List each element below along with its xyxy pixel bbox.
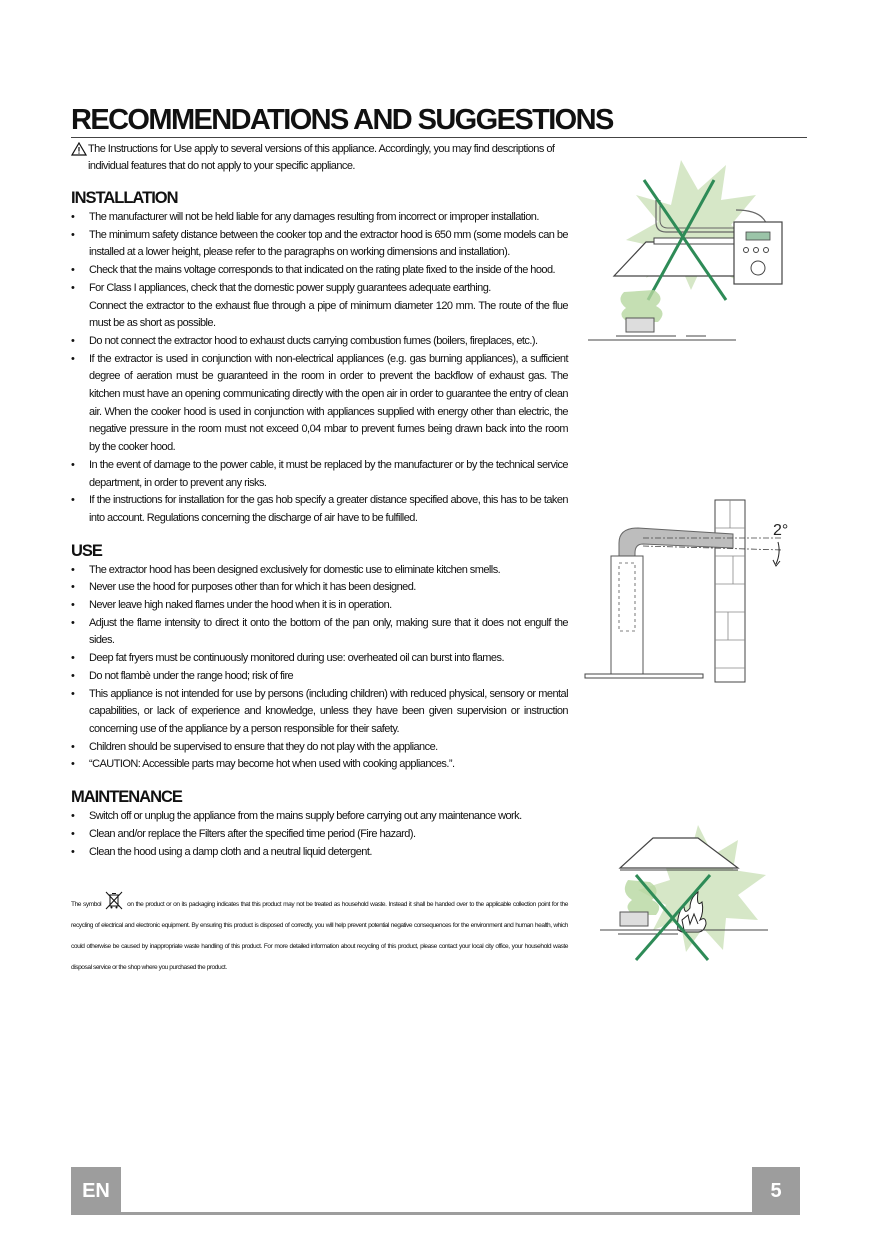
list-item: • Children should be supervised to ensure that they do not play with the appliance. xyxy=(71,739,568,757)
footer-rule xyxy=(121,1212,752,1215)
title-divider xyxy=(71,137,807,138)
maintenance-heading: MAINTENANCE xyxy=(71,788,182,807)
weee-text-before: The symbol xyxy=(71,901,102,908)
list-item: • This appliance is not intended for use by persons (including children) with reduced physical, sensory or mental capabilities, or lack of experience and knowledge, unless they have been given supervision or instruction concerning use of the appliance by a person responsible for their safety. xyxy=(71,686,568,739)
list-item: • Do not flambè under the range hood; risk of fire xyxy=(71,668,568,686)
no-flambe-figure xyxy=(598,820,773,965)
list-item: • Never use the hood for purposes other than for which it has been designed. xyxy=(71,579,568,597)
list-item: • Do not connect the extractor hood to exhaust ducts carrying combustion fumes (boilers, fireplaces, etc.). xyxy=(71,333,568,351)
installation-list xyxy=(71,209,568,528)
list-item: • The manufacturer will not be held liable for any damages resulting from incorrect or improper installation. xyxy=(71,209,568,227)
angle-label: 2° xyxy=(773,522,789,539)
list-item: • Check that the mains voltage corresponds to that indicated on the rating plate fixed to the inside of the hood. xyxy=(71,262,568,280)
list-item: • The extractor hood has been designed exclusively for domestic use to eliminate kitchen smells. xyxy=(71,562,568,580)
list-item: • If the instructions for installation for the gas hob specify a greater distance specified above, this has to be taken into account. Regulations concerning the discharge of air have to be fulfilled. xyxy=(71,492,568,527)
intro-note-text: The Instructions for Use apply to several versions of this appliance. Accordingly, you may find descriptions of individual features that do not apply to your specific appliance. xyxy=(88,143,555,172)
list-item: • If the extractor is used in conjunction with non-electrical appliances (e.g. gas burning appliances), a sufficient degree of aeration must be guaranteed in the room in order to prevent the backflow of exhaust gas. The kitchen must have an opening communicating directly with the open air in order to guarantee the entry of clean air. When the cooker hood is used in conjunction with appliances supplied with energy other than electric, the negative pressure in the room must not exceed 0,04 mbar to prevent fumes being drawn back into the room by the cooker hood. xyxy=(71,351,568,457)
weee-disposal-notice xyxy=(71,889,568,978)
hood-control-panel-figure xyxy=(586,150,806,345)
list-item: • “CAUTION: Accessible parts may become hot when used with cooking appliances.”. xyxy=(71,756,568,774)
list-item: • Deep fat fryers must be continuously monitored during use: overheated oil can burst into flames. xyxy=(71,650,568,668)
warning-icon xyxy=(71,142,87,156)
list-item: • Never leave high naked flames under the hood when it is in operation. xyxy=(71,597,568,615)
list-item: • Adjust the flame intensity to direct it onto the bottom of the pan only, making sure that it does not engulf the sides. xyxy=(71,615,568,650)
duct-slope-figure xyxy=(583,498,798,688)
language-tab: EN xyxy=(71,1167,121,1215)
list-item-subtext: Connect the extractor to the exhaust flue through a pipe of minimum diameter 120 mm. The route of the flue must be as short as possible. xyxy=(89,299,568,330)
intro-note xyxy=(71,141,568,175)
list-item: • Switch off or unplug the appliance from the mains supply before carrying out any maintenance work. xyxy=(71,808,568,826)
list-item xyxy=(71,280,568,333)
list-item: • In the event of damage to the power cable, it must be replaced by the manufacturer or by the technical service department, in order to prevent any risks. xyxy=(71,457,568,492)
list-item: • The minimum safety distance between the cooker top and the extractor hood is 650 mm (some models can be installed at a lower height, please refer to the paragraphs on working dimensions and installation). xyxy=(71,227,568,262)
page-number: 5 xyxy=(752,1167,800,1215)
list-item-text: For Class I appliances, check that the domestic power supply guarantees adequate earthing. xyxy=(89,281,491,294)
weee-text-after: on the product or on its packaging indicates that this product may not be treated as household waste. Instead it shall be handed over to the applicable collection point for the recycling of electrical and electronic equipment. By ensuring this product is disposed of correctly, you will help prevent potential negative consequences for the environment and human health, which could otherwise be caused by inappropriate waste handling of this product. For more detailed information about recycling of this product, please contact your local city office, your household waste disposal service or the shop where you purchased the product. xyxy=(71,901,568,971)
list-item: • Clean and/or replace the Filters after the specified time period (Fire hazard). xyxy=(71,826,568,844)
use-heading: USE xyxy=(71,541,102,560)
crossed-bin-icon xyxy=(103,889,125,911)
page-title: RECOMMENDATIONS AND SUGGESTIONS xyxy=(71,104,613,136)
installation-heading: INSTALLATION xyxy=(71,189,178,207)
maintenance-list xyxy=(71,808,568,861)
use-list xyxy=(71,562,568,774)
main-text-column xyxy=(71,140,568,861)
list-item: • Clean the hood using a damp cloth and a neutral liquid detergent. xyxy=(71,844,568,862)
